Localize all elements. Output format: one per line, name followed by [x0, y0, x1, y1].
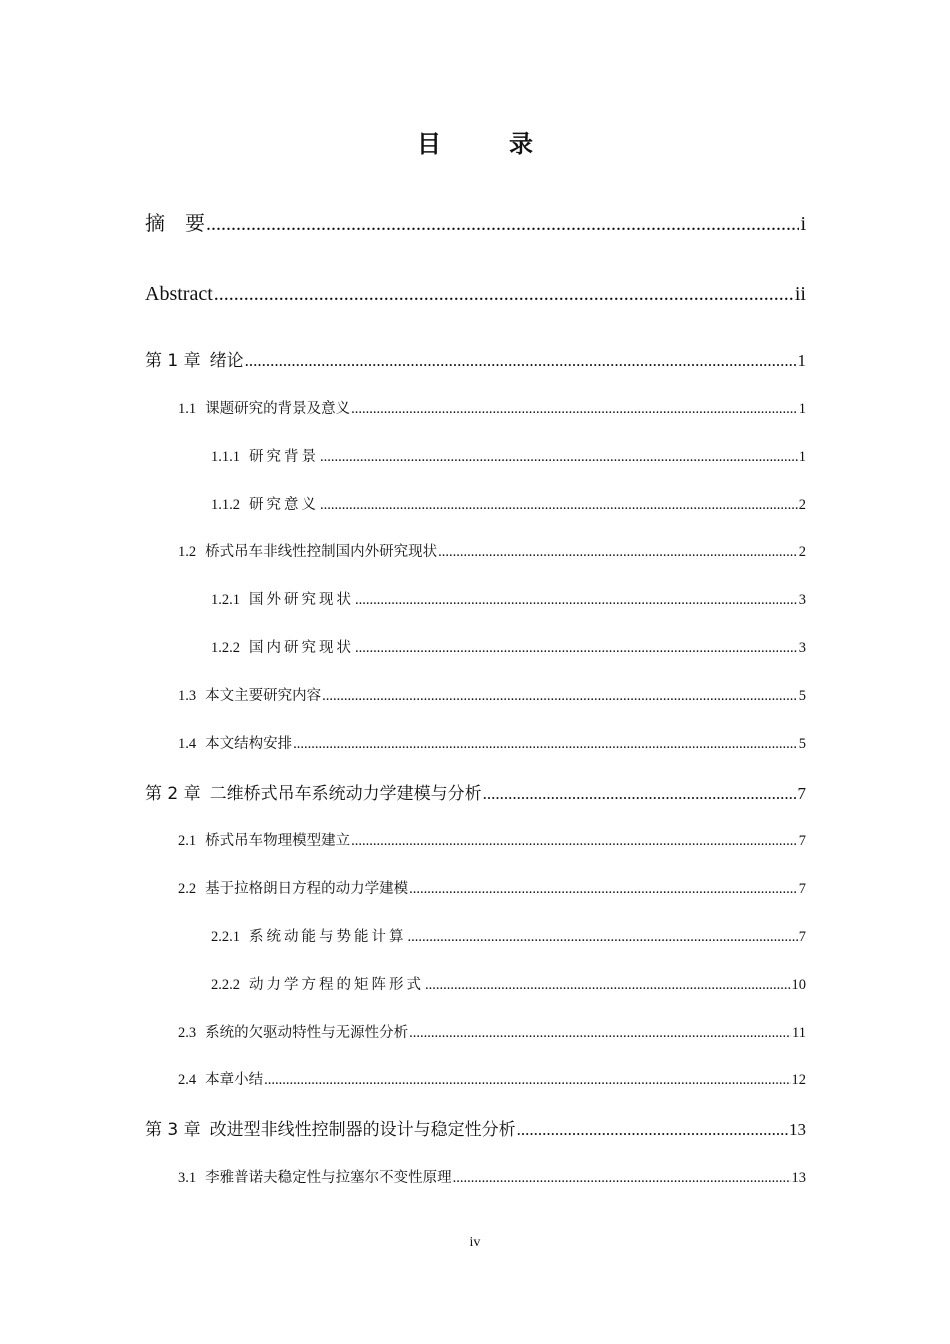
toc-entry-chapter-3[interactable] [145, 1115, 806, 1140]
toc-entry-section-2-1[interactable] [178, 829, 806, 850]
toc-entry-label: 国内研究现状 [249, 640, 354, 656]
toc-entry-abstract-cn[interactable] [145, 207, 806, 236]
toc-entry-number: 1.4 [178, 736, 197, 752]
toc-entry-label: 研究背景 [249, 449, 319, 465]
dot-leader [409, 881, 798, 898]
toc-entry-section-2-2[interactable] [178, 877, 806, 898]
toc-entry-number: 3.1 [178, 1170, 197, 1186]
toc-entry-section-1-4[interactable] [178, 732, 806, 753]
toc-entry-number: 1.1.1 [211, 449, 240, 465]
toc-entry-number: 1.3 [178, 688, 197, 704]
toc-entry-label: 系统的欠驱动特性与无源性分析 [205, 1025, 409, 1041]
toc-entry-section-1-2-2[interactable] [211, 636, 806, 657]
toc-entry-page: 2 [798, 544, 806, 560]
toc-entry-number: 1.2.1 [211, 592, 240, 608]
dot-leader [351, 401, 798, 418]
toc-entry-label: 李雅普诺夫稳定性与拉塞尔不变性原理 [205, 1170, 452, 1186]
dot-leader [320, 449, 798, 466]
toc-entry-label: 本文主要研究内容 [205, 688, 322, 704]
toc-entry-abstract-en[interactable] [145, 283, 806, 306]
toc-entry-number: 1.2 [178, 544, 197, 560]
toc-entry-page: 12 [791, 1072, 806, 1088]
toc-entry-section-1-2[interactable] [178, 540, 806, 561]
dot-leader [453, 1170, 791, 1187]
toc-entry-label: 本文结构安排 [205, 736, 293, 752]
toc-entry-number: 2.2 [178, 881, 197, 897]
dot-leader [206, 213, 799, 236]
toc-entry-page: 13 [789, 1120, 806, 1139]
toc-entry-page: 1 [798, 449, 806, 465]
toc-entry-page: 7 [798, 833, 806, 849]
dot-leader [355, 640, 798, 657]
toc-entry-number: 2.1 [178, 833, 197, 849]
dot-leader [425, 977, 791, 994]
toc-entry-section-1-1-1[interactable] [211, 445, 806, 466]
toc-entry-page: 1 [797, 351, 806, 370]
toc-entry-label: 绪论 [209, 351, 244, 371]
toc-entry-number: 1.1 [178, 401, 197, 417]
dot-leader [214, 283, 794, 306]
toc-entry-label: 本章小结 [205, 1072, 264, 1088]
toc-entry-number: 2.4 [178, 1072, 197, 1088]
toc-entry-number: 1.2.2 [211, 640, 240, 656]
toc-entry-label: 基于拉格朗日方程的动力学建模 [205, 881, 409, 897]
toc-entry-label: 桥式吊车物理模型建立 [205, 833, 351, 849]
dot-leader [351, 833, 798, 850]
toc-entry-number: 第 2 章 [145, 784, 201, 804]
toc-entry-page: 11 [792, 1025, 806, 1041]
toc-entry-page: 5 [798, 688, 806, 704]
toc-entry-chapter-1[interactable] [145, 346, 806, 371]
toc-entry-number: 第 1 章 [145, 351, 201, 371]
dot-leader [320, 497, 798, 514]
toc-entry-page: 3 [798, 640, 806, 656]
toc-entry-label: 国外研究现状 [249, 592, 354, 608]
toc-entry-section-2-3[interactable] [178, 1021, 806, 1042]
toc-entry-section-2-4[interactable] [178, 1068, 806, 1089]
toc-entry-label: 课题研究的背景及意义 [205, 401, 351, 417]
toc-entry-page: i [800, 213, 806, 235]
dot-leader [438, 544, 798, 561]
toc-entry-section-2-2-1[interactable] [211, 925, 806, 946]
toc-entry-page: ii [794, 283, 806, 305]
dot-leader [245, 351, 797, 371]
toc-entry-number: 1.1.2 [211, 497, 240, 513]
toc-entry-label: 系统动能与势能计算 [249, 929, 407, 945]
toc-entry-label: Abstract [145, 283, 213, 305]
toc-entry-section-1-1-2[interactable] [211, 493, 806, 514]
dot-leader [264, 1072, 790, 1089]
dot-leader [517, 1120, 788, 1140]
toc-entry-number: 第 3 章 [145, 1120, 201, 1140]
toc-entry-number: 2.3 [178, 1025, 197, 1041]
toc-title: 目 录 [417, 130, 555, 158]
toc-entry-section-3-1[interactable] [178, 1166, 806, 1187]
dot-leader [409, 1025, 791, 1042]
toc-entry-page: 7 [797, 784, 806, 803]
toc-entry-label: 二维桥式吊车系统动力学建模与分析 [209, 784, 482, 804]
dot-leader [355, 592, 798, 609]
toc-entry-page: 10 [791, 977, 806, 993]
toc-entry-section-1-2-1[interactable] [211, 588, 806, 609]
toc-entry-page: 3 [798, 592, 806, 608]
toc-entry-section-1-1[interactable] [178, 397, 806, 418]
dot-leader [293, 736, 798, 753]
toc-entry-label: 摘 要 [145, 213, 205, 235]
toc-entry-page: 5 [798, 736, 806, 752]
toc-entry-label: 桥式吊车非线性控制国内外研究现状 [205, 544, 438, 560]
toc-entry-page: 2 [798, 497, 806, 513]
toc-entry-number: 2.2.1 [211, 929, 240, 945]
toc-entry-page: 7 [798, 929, 806, 945]
toc-entry-label: 动力学方程的矩阵形式 [249, 977, 424, 993]
dot-leader [322, 688, 798, 705]
toc-entry-page: 13 [791, 1170, 806, 1186]
toc-entry-page: 1 [798, 401, 806, 417]
toc-entry-number: 2.2.2 [211, 977, 240, 993]
toc-entry-section-1-3[interactable] [178, 684, 806, 705]
dot-leader [408, 929, 798, 946]
page-number: iv [469, 1235, 481, 1250]
toc-entry-section-2-2-2[interactable] [211, 973, 806, 994]
dot-leader [483, 784, 797, 804]
toc-entry-label: 研究意义 [249, 497, 319, 513]
toc-entry-label: 改进型非线性控制器的设计与稳定性分析 [209, 1120, 516, 1140]
toc-entry-page: 7 [798, 881, 806, 897]
toc-entry-chapter-2[interactable] [145, 779, 806, 804]
